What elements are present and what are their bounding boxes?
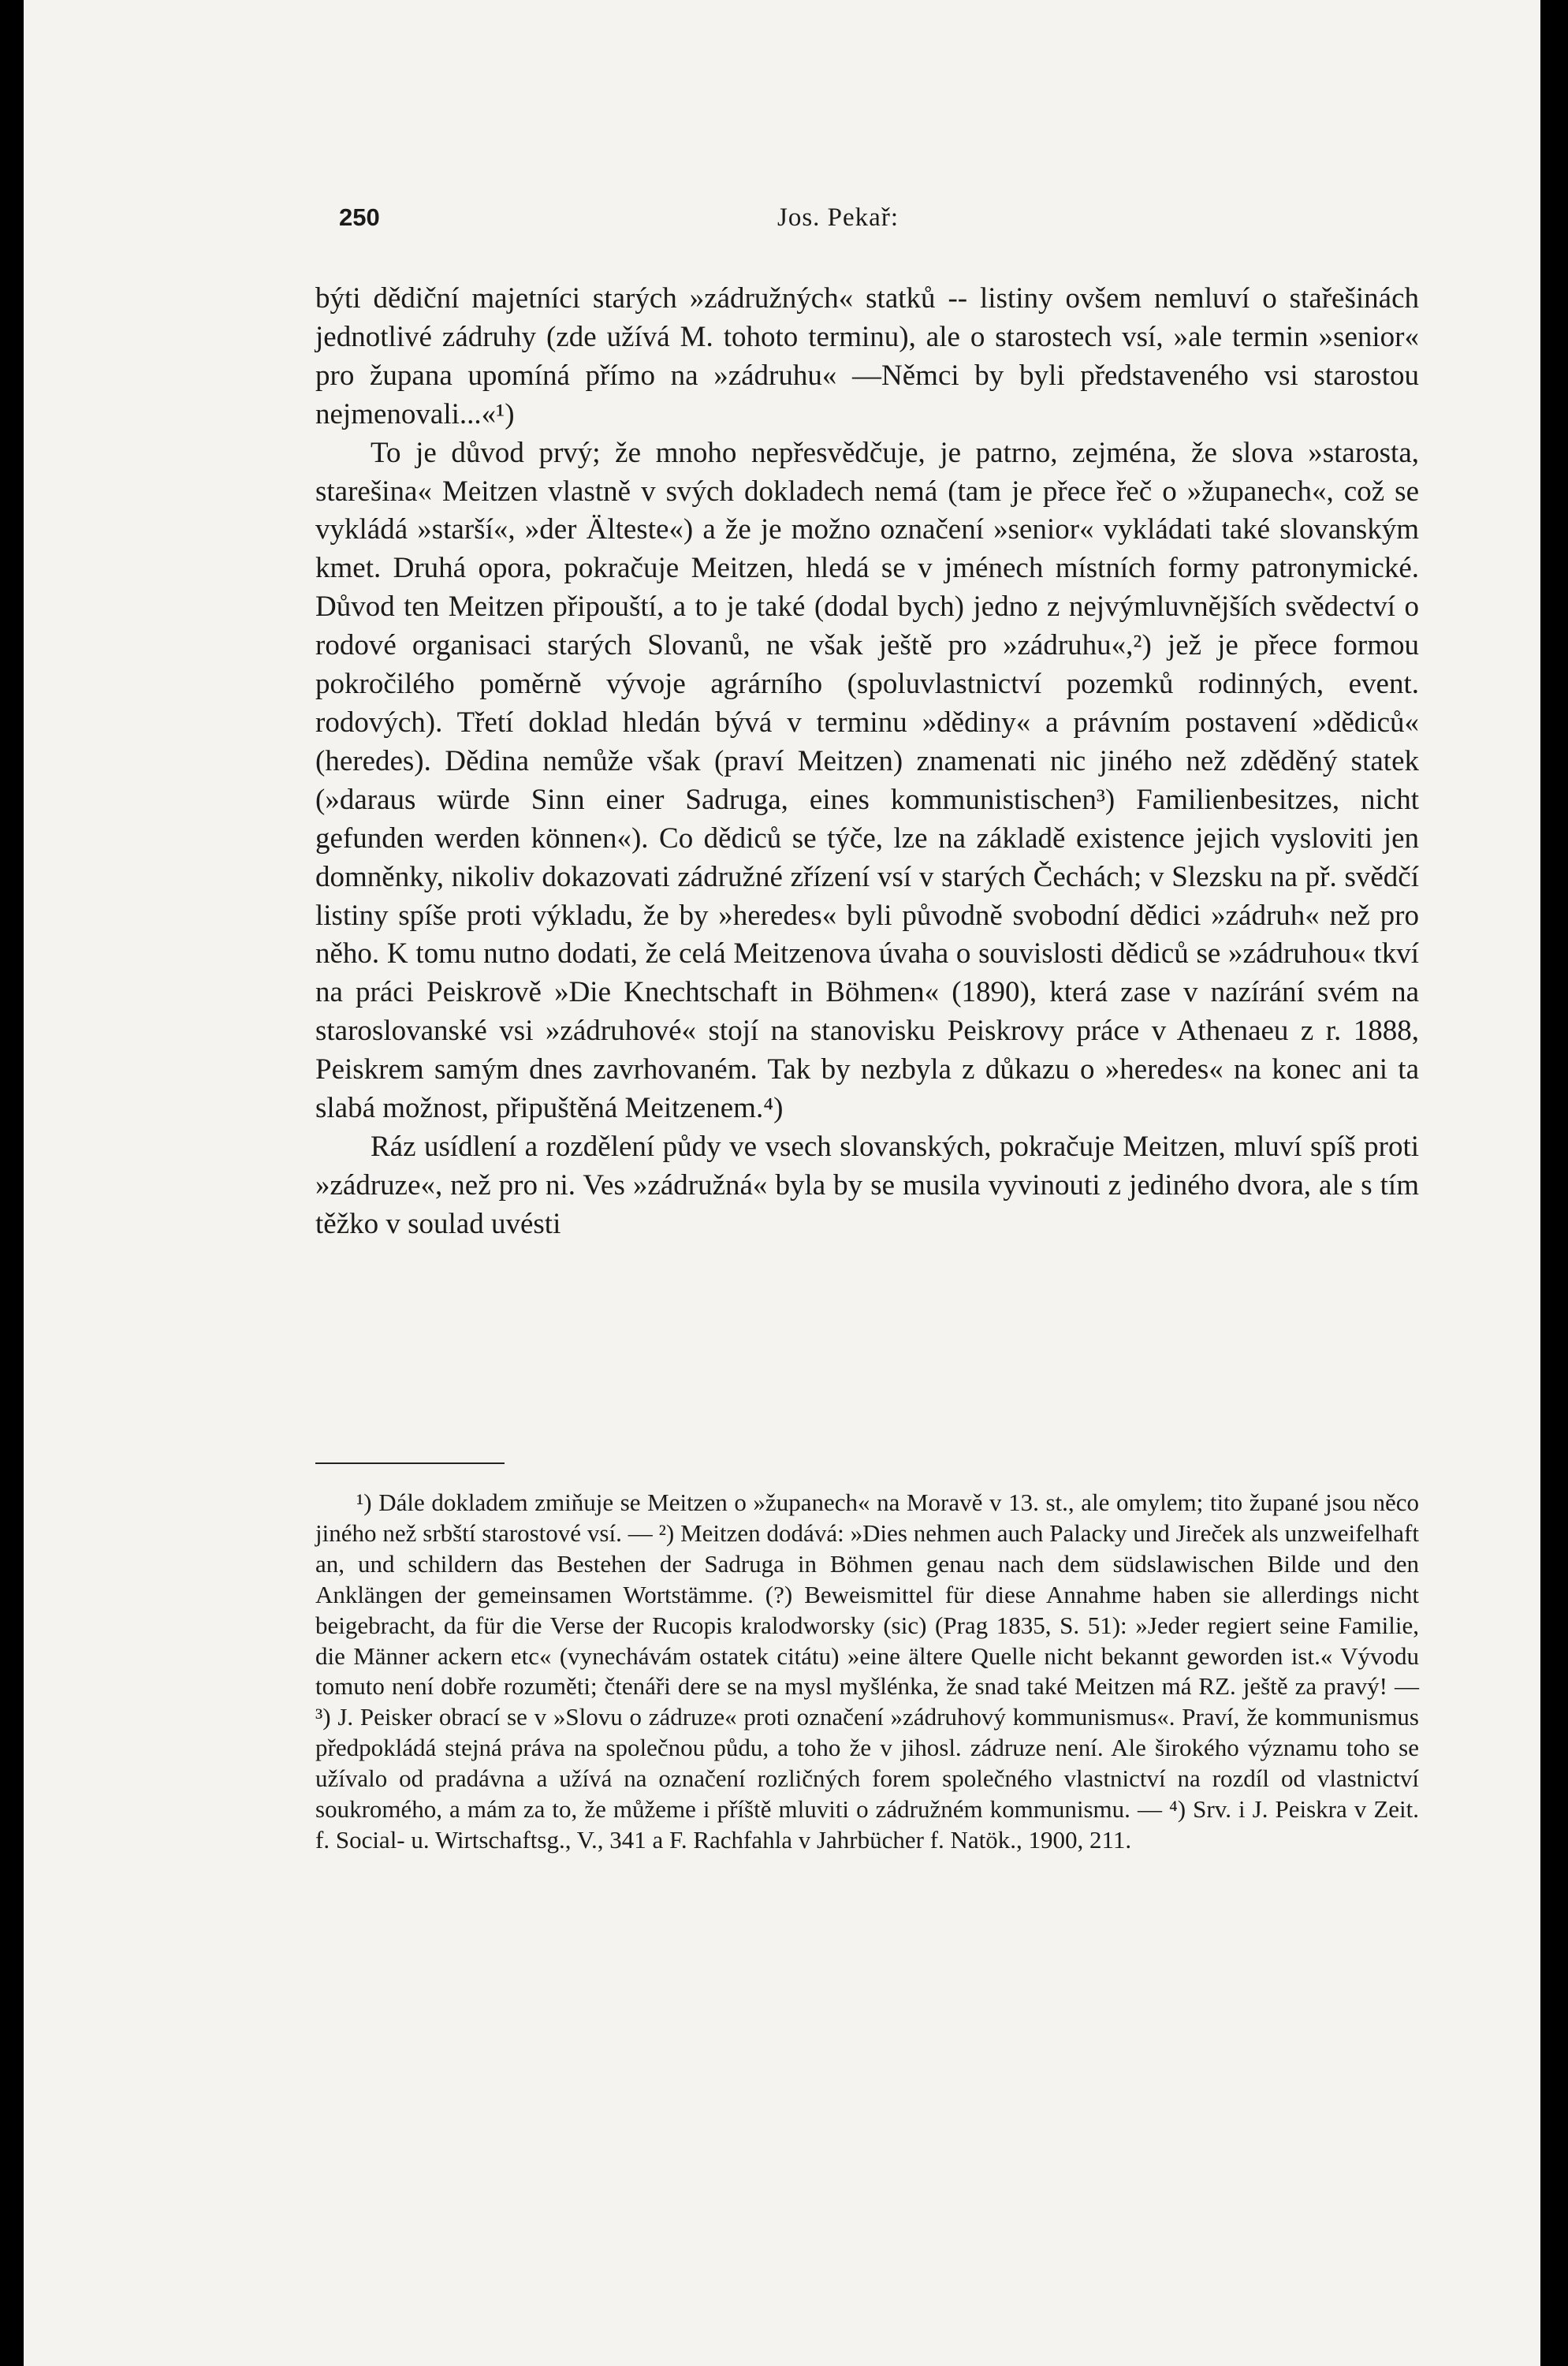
footnotes xyxy=(315,1488,1419,1856)
main-text xyxy=(315,280,1419,1244)
running-head: Jos. Pekař: xyxy=(777,203,899,232)
paragraph-3: Ráz usídlení a rozdělení půdy ve vsech slovanských, pokračuje Meitzen, mluví spíš proti »zádruze«, než pro ni. Ves »zádružná« byla by se musila vyvinouti z jediného dvora, ale s tím těžko v soulad uvésti xyxy=(315,1130,1419,1240)
book-page xyxy=(24,0,1540,2366)
footnote-divider xyxy=(315,1462,505,1464)
paragraph-1: býti dědiční majetníci starých »zádružných« statků -- listiny ovšem nemluví o stařešinách jednotlivé zádruhy (zde užívá M. tohoto terminu), ale o starostech vsí, »ale termin »senior« pro župana upomíná přímo na »zádruhu« —Němci by byli představeného vsi starostou nejmenovali...«¹) xyxy=(315,282,1419,430)
paragraph-2: To je důvod prvý; že mnoho nepřesvědčuje, je patrno, zejména, že slova »starosta, starešina« Meitzen vlastně v svých dokladech nemá (tam je přece řeč o »županech«, což se vykládá »starší«, »der Älteste«) a že je možno označení »senior« vykládati také slovanským kmet. Druhá opora, pokračuje Meitzen, hledá se v jménech místních formy patronymické. Důvod ten Meitzen připouští, a to je také (dodal bych) jedno z nejvýmluvnějších svědectví o rodové organisaci starých Slovanů, ne však ještě pro »zádruhu«,²) jež je přece formou pokročilého poměrně vývoje agrárního (spoluvlastnictví pozemků rodinných, event. rodových). Třetí doklad hledán bývá v terminu »dědiny« a právním postavení »dědiců« (heredes). Dědina nemůže však (praví Meitzen) znamenati nic jiného než zděděný statek (»daraus würde Sinn einer Sadruga, eines kommunistischen³) Familienbesitzes, nicht gefunden werden können«). Co dědiců se týče, lze na základě existence jejich vysloviti jen domněnky, nikoliv dokazovati zádružné zřízení vsí v starých Čechách; v Slezsku na př. svědčí listiny spíše proti výkladu, že by »heredes« byli původně svobodní dědici »zádruh« než pro něho. K tomu nutno dodati, že celá Meitzenova úvaha o souvislosti dědiců se »zádruhou« tkví na práci Peiskrově »Die Knechtschaft in Böhmen« (1890), která zase v nazírání svém na staroslovanské vsi »zádruhové« stojí na stanovisku Peiskrovy práce v Athenaeu z r. 1888, Peiskrem samým dnes zavrhovaném. Tak by nezbyla z důkazu o »heredes« na konec ani ta slabá možnost, připuštěná Meitzenem.⁴) xyxy=(315,436,1419,1125)
page-header xyxy=(339,203,1443,243)
page-number: 250 xyxy=(339,203,380,231)
footnote-text: ¹) Dále dokladem zmiňuje se Meitzen o »županech« na Moravě v 13. st., ale omylem; tito župané jsou něco jiného než srbští starostové vsí. — ²) Meitzen dodává: »Dies nehmen auch Palacky und Jireček als unzweifelhaft an, und schildern das Bestehen der Sadruga in Böhmen genau nach dem südslawischen Bilde und den Anklängen der gemeinsamen Wortstämme. (?) Beweismittel für diese Annahme haben sie allerdings nicht beigebracht, da für die Verse der Rucopis kralodworsky (sic) (Prag 1835, S. 51): »Jeder regiert seine Familie, die Männer ackern etc« (vynechávám ostatek citátu) »eine ältere Quelle nicht bekannt geworden ist.« Vývodu tomuto není dobře rozuměti; čtenáři dere se na mysl myšlénka, že snad také Meitzen má RZ. ještě za pravý! — ³) J. Peisker obrací se v »Slovu o zádruze« proti označení »zádruhový kommunismus«. Praví, že kommunismus předpokládá stejná práva na společnou půdu, a toho že v jihosl. zádruze není. Ale širokého významu toho se užívalo od pradávna a užívá na označení rozličných forem společného vlastnictví na rozdíl od vlastnictví soukromého, a mám za to, že můžeme i příště mluviti o zádružném kommunismu. — ⁴) Srv. i J. Peiskra v Zeit. f. Social- u. Wirtschaftsg., V., 341 a F. Rachfahla v Jahrbücher f. Natök., 1900, 211. xyxy=(315,1489,1419,1854)
